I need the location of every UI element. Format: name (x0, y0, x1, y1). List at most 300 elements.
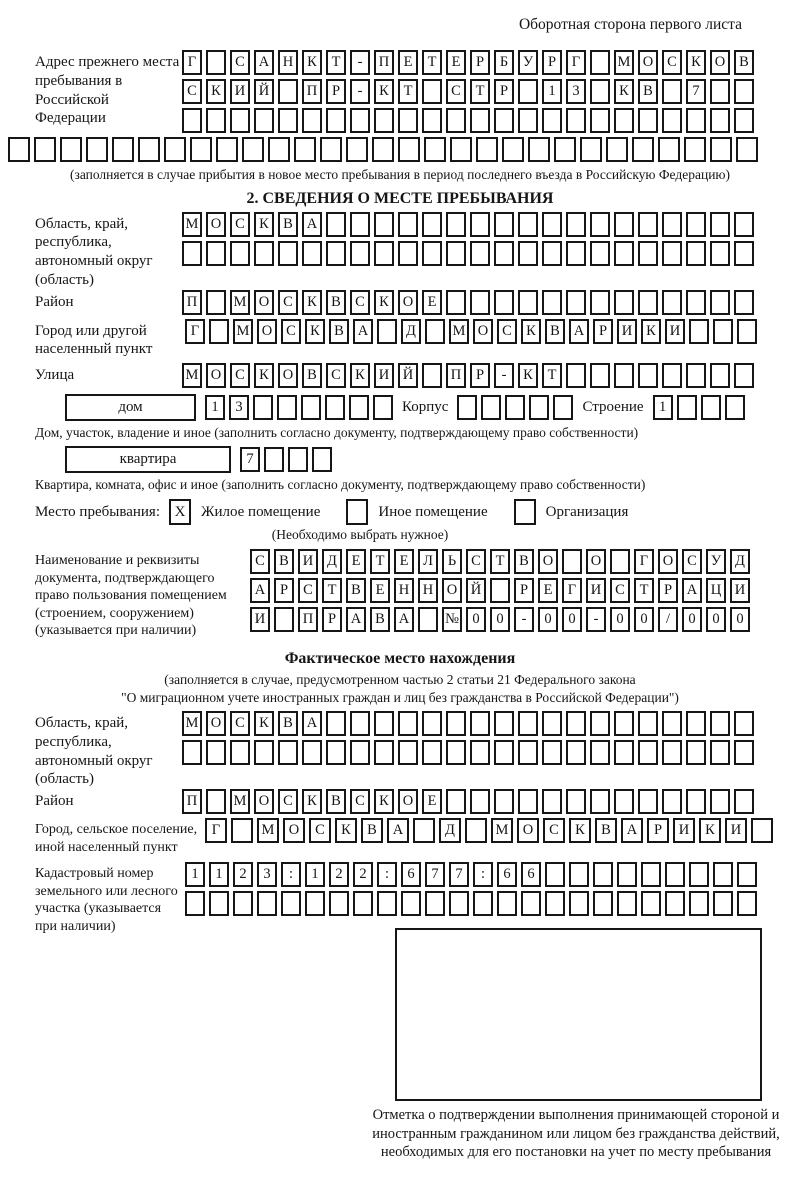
char-cell[interactable] (446, 108, 466, 133)
char-cell[interactable]: О (586, 549, 606, 574)
char-cell[interactable] (446, 241, 466, 266)
char-cell[interactable]: С (610, 578, 630, 603)
char-cell[interactable]: К (374, 290, 394, 315)
char-cell[interactable]: В (545, 319, 565, 344)
char-cell[interactable] (569, 891, 589, 916)
char-cell[interactable] (614, 363, 634, 388)
char-cell[interactable] (566, 789, 586, 814)
char-cell[interactable] (662, 290, 682, 315)
char-cell[interactable] (590, 740, 610, 765)
char-cell[interactable] (518, 711, 538, 736)
char-cell[interactable]: С (298, 578, 318, 603)
char-cell[interactable] (545, 891, 565, 916)
char-cell[interactable] (8, 137, 30, 162)
char-cell[interactable] (302, 740, 322, 765)
char-cell[interactable] (566, 212, 586, 237)
char-cell[interactable]: С (250, 549, 270, 574)
char-cell[interactable] (326, 740, 346, 765)
char-cell[interactable]: В (361, 818, 383, 843)
char-cell[interactable] (737, 891, 757, 916)
char-cell[interactable]: У (706, 549, 726, 574)
char-cell[interactable]: А (621, 818, 643, 843)
char-cell[interactable] (590, 108, 610, 133)
char-cell[interactable]: С (230, 363, 250, 388)
char-cell[interactable] (418, 607, 438, 632)
char-cell[interactable]: С (350, 290, 370, 315)
char-cell[interactable]: М (449, 319, 469, 344)
char-cell[interactable]: В (274, 549, 294, 574)
char-cell[interactable]: Т (634, 578, 654, 603)
char-cell[interactable]: 0 (538, 607, 558, 632)
char-cell[interactable]: Д (730, 549, 750, 574)
char-cell[interactable] (209, 891, 229, 916)
char-cell[interactable]: П (298, 607, 318, 632)
char-cell[interactable] (614, 711, 634, 736)
char-cell[interactable]: И (730, 578, 750, 603)
char-cell[interactable] (553, 395, 573, 420)
char-cell[interactable] (494, 290, 514, 315)
char-cell[interactable]: Н (418, 578, 438, 603)
char-cell[interactable]: О (517, 818, 539, 843)
char-cell[interactable] (326, 711, 346, 736)
char-cell[interactable]: Е (394, 549, 414, 574)
char-cell[interactable]: 1 (305, 862, 325, 887)
char-cell[interactable]: Г (182, 50, 202, 75)
char-cell[interactable] (254, 241, 274, 266)
char-cell[interactable] (481, 395, 501, 420)
char-cell[interactable]: 0 (466, 607, 486, 632)
char-cell[interactable] (278, 79, 298, 104)
char-cell[interactable] (268, 137, 290, 162)
char-cell[interactable]: М (491, 818, 513, 843)
char-cell[interactable] (278, 108, 298, 133)
char-cell[interactable]: Т (398, 79, 418, 104)
char-cell[interactable] (231, 818, 253, 843)
char-cell[interactable]: И (673, 818, 695, 843)
char-cell[interactable]: А (302, 711, 322, 736)
char-cell[interactable]: В (638, 79, 658, 104)
char-cell[interactable]: М (182, 711, 202, 736)
char-cell[interactable]: Т (470, 79, 490, 104)
char-cell[interactable]: А (254, 50, 274, 75)
char-cell[interactable]: 0 (682, 607, 702, 632)
char-cell[interactable]: К (699, 818, 721, 843)
char-cell[interactable] (610, 549, 630, 574)
char-cell[interactable]: Р (593, 319, 613, 344)
char-cell[interactable]: Р (470, 363, 490, 388)
char-cell[interactable]: И (665, 319, 685, 344)
char-cell[interactable]: А (569, 319, 589, 344)
char-cell[interactable] (614, 789, 634, 814)
char-cell[interactable]: О (206, 212, 226, 237)
char-cell[interactable]: К (305, 319, 325, 344)
char-cell[interactable] (734, 711, 754, 736)
char-cell[interactable]: 0 (706, 607, 726, 632)
char-cell[interactable]: О (638, 50, 658, 75)
char-cell[interactable] (182, 241, 202, 266)
char-cell[interactable] (617, 862, 637, 887)
char-cell[interactable]: 0 (610, 607, 630, 632)
char-cell[interactable] (398, 212, 418, 237)
char-cell[interactable]: 1 (542, 79, 562, 104)
char-cell[interactable] (710, 363, 730, 388)
char-cell[interactable]: П (182, 290, 202, 315)
char-cell[interactable] (554, 137, 576, 162)
char-cell[interactable]: И (250, 607, 270, 632)
char-cell[interactable] (422, 363, 442, 388)
char-cell[interactable]: : (377, 862, 397, 887)
char-cell[interactable] (710, 241, 730, 266)
char-cell[interactable] (725, 395, 745, 420)
char-cell[interactable] (713, 862, 733, 887)
char-cell[interactable] (713, 319, 733, 344)
char-cell[interactable]: К (569, 818, 591, 843)
char-cell[interactable] (206, 789, 226, 814)
char-cell[interactable] (350, 241, 370, 266)
char-cell[interactable]: Р (514, 578, 534, 603)
char-cell[interactable] (494, 212, 514, 237)
char-cell[interactable]: 2 (329, 862, 349, 887)
char-cell[interactable]: В (302, 363, 322, 388)
char-cell[interactable]: М (182, 212, 202, 237)
char-cell[interactable] (86, 137, 108, 162)
char-cell[interactable] (182, 108, 202, 133)
char-cell[interactable] (398, 740, 418, 765)
char-cell[interactable]: - (514, 607, 534, 632)
char-cell[interactable] (641, 891, 661, 916)
char-cell[interactable] (737, 862, 757, 887)
char-cell[interactable] (350, 740, 370, 765)
char-cell[interactable] (662, 740, 682, 765)
char-cell[interactable] (542, 711, 562, 736)
stay-type-residential-checkbox[interactable]: X (169, 499, 191, 525)
char-cell[interactable]: М (233, 319, 253, 344)
char-cell[interactable]: Е (422, 290, 442, 315)
char-cell[interactable] (185, 891, 205, 916)
char-cell[interactable]: - (494, 363, 514, 388)
char-cell[interactable]: А (682, 578, 702, 603)
char-cell[interactable]: А (346, 607, 366, 632)
char-cell[interactable]: 3 (229, 395, 249, 420)
char-cell[interactable] (422, 711, 442, 736)
char-cell[interactable] (521, 891, 541, 916)
char-cell[interactable]: В (329, 319, 349, 344)
char-cell[interactable] (593, 891, 613, 916)
char-cell[interactable] (374, 711, 394, 736)
char-cell[interactable] (614, 290, 634, 315)
char-cell[interactable] (497, 891, 517, 916)
char-cell[interactable] (190, 137, 212, 162)
char-cell[interactable] (320, 137, 342, 162)
char-cell[interactable] (329, 891, 349, 916)
char-cell[interactable]: 0 (562, 607, 582, 632)
char-cell[interactable] (686, 789, 706, 814)
char-cell[interactable] (401, 891, 421, 916)
char-cell[interactable]: А (353, 319, 373, 344)
char-cell[interactable] (542, 740, 562, 765)
char-cell[interactable]: Е (398, 50, 418, 75)
char-cell[interactable] (398, 241, 418, 266)
char-cell[interactable] (425, 891, 445, 916)
char-cell[interactable]: 7 (449, 862, 469, 887)
char-cell[interactable] (206, 108, 226, 133)
char-cell[interactable]: Д (401, 319, 421, 344)
char-cell[interactable]: У (518, 50, 538, 75)
char-cell[interactable] (528, 137, 550, 162)
char-cell[interactable] (566, 740, 586, 765)
char-cell[interactable]: П (446, 363, 466, 388)
char-cell[interactable] (457, 395, 477, 420)
char-cell[interactable]: 2 (353, 862, 373, 887)
char-cell[interactable] (590, 241, 610, 266)
char-cell[interactable] (446, 711, 466, 736)
char-cell[interactable] (60, 137, 82, 162)
char-cell[interactable]: И (617, 319, 637, 344)
char-cell[interactable] (281, 891, 301, 916)
char-cell[interactable] (446, 740, 466, 765)
char-cell[interactable]: Д (322, 549, 342, 574)
char-cell[interactable]: М (230, 290, 250, 315)
char-cell[interactable] (632, 137, 654, 162)
char-cell[interactable] (372, 137, 394, 162)
char-cell[interactable]: Р (494, 79, 514, 104)
char-cell[interactable] (710, 789, 730, 814)
char-cell[interactable] (751, 818, 773, 843)
char-cell[interactable]: Н (394, 578, 414, 603)
char-cell[interactable] (206, 50, 226, 75)
stay-type-other-premises-checkbox[interactable] (346, 499, 368, 525)
char-cell[interactable] (734, 363, 754, 388)
char-cell[interactable] (689, 862, 709, 887)
char-cell[interactable] (422, 740, 442, 765)
char-cell[interactable] (164, 137, 186, 162)
char-cell[interactable]: К (641, 319, 661, 344)
char-cell[interactable]: Р (658, 578, 678, 603)
char-cell[interactable] (542, 241, 562, 266)
char-cell[interactable]: В (278, 711, 298, 736)
char-cell[interactable]: А (387, 818, 409, 843)
char-cell[interactable] (494, 711, 514, 736)
char-cell[interactable] (422, 79, 442, 104)
stay-type-organization-checkbox[interactable] (514, 499, 536, 525)
char-cell[interactable] (566, 108, 586, 133)
char-cell[interactable] (713, 891, 733, 916)
char-cell[interactable] (422, 241, 442, 266)
char-cell[interactable] (254, 740, 274, 765)
char-cell[interactable] (518, 212, 538, 237)
char-cell[interactable] (734, 212, 754, 237)
char-cell[interactable]: Г (205, 818, 227, 843)
char-cell[interactable] (658, 137, 680, 162)
char-cell[interactable]: К (518, 363, 538, 388)
char-cell[interactable] (302, 108, 322, 133)
char-cell[interactable]: Ц (706, 578, 726, 603)
char-cell[interactable]: С (543, 818, 565, 843)
char-cell[interactable] (494, 108, 514, 133)
char-cell[interactable] (641, 862, 661, 887)
char-cell[interactable]: 0 (490, 607, 510, 632)
char-cell[interactable] (590, 789, 610, 814)
char-cell[interactable] (470, 789, 490, 814)
char-cell[interactable] (465, 818, 487, 843)
char-cell[interactable]: Р (470, 50, 490, 75)
char-cell[interactable] (638, 789, 658, 814)
char-cell[interactable] (662, 108, 682, 133)
char-cell[interactable] (494, 241, 514, 266)
char-cell[interactable] (233, 891, 253, 916)
char-cell[interactable]: Й (254, 79, 274, 104)
char-cell[interactable] (638, 711, 658, 736)
char-cell[interactable]: Л (418, 549, 438, 574)
char-cell[interactable] (34, 137, 56, 162)
char-cell[interactable]: С (466, 549, 486, 574)
char-cell[interactable]: А (302, 212, 322, 237)
char-cell[interactable]: А (250, 578, 270, 603)
char-cell[interactable] (112, 137, 134, 162)
char-cell[interactable] (638, 290, 658, 315)
char-cell[interactable]: - (350, 50, 370, 75)
char-cell[interactable] (710, 108, 730, 133)
char-cell[interactable] (253, 395, 273, 420)
char-cell[interactable] (518, 789, 538, 814)
char-cell[interactable]: Т (326, 50, 346, 75)
char-cell[interactable]: 1 (653, 395, 673, 420)
char-cell[interactable]: Т (322, 578, 342, 603)
char-cell[interactable] (216, 137, 238, 162)
char-cell[interactable]: П (374, 50, 394, 75)
char-cell[interactable]: Й (398, 363, 418, 388)
char-cell[interactable] (545, 862, 565, 887)
char-cell[interactable]: 6 (521, 862, 541, 887)
char-cell[interactable] (638, 363, 658, 388)
char-cell[interactable] (734, 79, 754, 104)
char-cell[interactable] (446, 290, 466, 315)
char-cell[interactable]: В (734, 50, 754, 75)
char-cell[interactable] (257, 891, 277, 916)
char-cell[interactable]: Т (422, 50, 442, 75)
char-cell[interactable] (374, 740, 394, 765)
char-cell[interactable] (542, 789, 562, 814)
char-cell[interactable]: Й (466, 578, 486, 603)
char-cell[interactable] (422, 212, 442, 237)
char-cell[interactable] (398, 711, 418, 736)
char-cell[interactable] (614, 212, 634, 237)
char-cell[interactable] (734, 789, 754, 814)
char-cell[interactable] (449, 891, 469, 916)
char-cell[interactable]: Т (542, 363, 562, 388)
char-cell[interactable]: К (302, 50, 322, 75)
char-cell[interactable] (684, 137, 706, 162)
char-cell[interactable]: Г (562, 578, 582, 603)
char-cell[interactable]: 1 (209, 862, 229, 887)
char-cell[interactable] (413, 818, 435, 843)
char-cell[interactable]: О (710, 50, 730, 75)
char-cell[interactable] (662, 363, 682, 388)
char-cell[interactable]: К (335, 818, 357, 843)
char-cell[interactable]: Е (346, 549, 366, 574)
char-cell[interactable] (529, 395, 549, 420)
char-cell[interactable]: 1 (185, 862, 205, 887)
char-cell[interactable]: 7 (686, 79, 706, 104)
char-cell[interactable]: В (370, 607, 390, 632)
char-cell[interactable]: Е (538, 578, 558, 603)
char-cell[interactable] (686, 363, 706, 388)
char-cell[interactable] (230, 740, 250, 765)
char-cell[interactable] (505, 395, 525, 420)
char-cell[interactable]: В (278, 212, 298, 237)
char-cell[interactable] (518, 290, 538, 315)
char-cell[interactable] (593, 862, 613, 887)
char-cell[interactable]: Р (542, 50, 562, 75)
char-cell[interactable] (302, 241, 322, 266)
char-cell[interactable]: О (254, 290, 274, 315)
char-cell[interactable] (305, 891, 325, 916)
char-cell[interactable]: 0 (730, 607, 750, 632)
char-cell[interactable] (665, 862, 685, 887)
char-cell[interactable] (662, 79, 682, 104)
char-cell[interactable]: : (473, 862, 493, 887)
char-cell[interactable]: О (206, 363, 226, 388)
char-cell[interactable]: Р (647, 818, 669, 843)
char-cell[interactable]: И (725, 818, 747, 843)
char-cell[interactable] (710, 212, 730, 237)
char-cell[interactable]: К (302, 290, 322, 315)
char-cell[interactable] (377, 319, 397, 344)
char-cell[interactable] (614, 108, 634, 133)
char-cell[interactable] (312, 447, 332, 472)
char-cell[interactable] (518, 79, 538, 104)
char-cell[interactable]: С (278, 290, 298, 315)
char-cell[interactable] (470, 740, 490, 765)
char-cell[interactable] (562, 549, 582, 574)
char-cell[interactable]: Р (274, 578, 294, 603)
char-cell[interactable]: К (686, 50, 706, 75)
char-cell[interactable] (502, 137, 524, 162)
char-cell[interactable] (689, 319, 709, 344)
char-cell[interactable] (566, 241, 586, 266)
char-cell[interactable] (590, 290, 610, 315)
char-cell[interactable] (206, 740, 226, 765)
char-cell[interactable]: Н (278, 50, 298, 75)
char-cell[interactable]: 7 (425, 862, 445, 887)
char-cell[interactable]: К (521, 319, 541, 344)
char-cell[interactable]: 3 (257, 862, 277, 887)
char-cell[interactable]: С (662, 50, 682, 75)
char-cell[interactable] (470, 241, 490, 266)
char-cell[interactable]: Г (185, 319, 205, 344)
char-cell[interactable] (422, 108, 442, 133)
char-cell[interactable] (734, 108, 754, 133)
char-cell[interactable]: О (206, 711, 226, 736)
char-cell[interactable] (494, 740, 514, 765)
char-cell[interactable] (638, 108, 658, 133)
char-cell[interactable]: О (257, 319, 277, 344)
char-cell[interactable] (350, 212, 370, 237)
char-cell[interactable] (710, 79, 730, 104)
char-cell[interactable] (277, 395, 297, 420)
char-cell[interactable]: К (350, 363, 370, 388)
char-cell[interactable]: Б (494, 50, 514, 75)
char-cell[interactable]: С (182, 79, 202, 104)
char-cell[interactable] (446, 212, 466, 237)
char-cell[interactable]: 7 (240, 447, 260, 472)
char-cell[interactable]: С (281, 319, 301, 344)
char-cell[interactable]: С (230, 212, 250, 237)
char-cell[interactable] (350, 711, 370, 736)
char-cell[interactable] (638, 212, 658, 237)
char-cell[interactable]: - (586, 607, 606, 632)
char-cell[interactable] (373, 395, 393, 420)
